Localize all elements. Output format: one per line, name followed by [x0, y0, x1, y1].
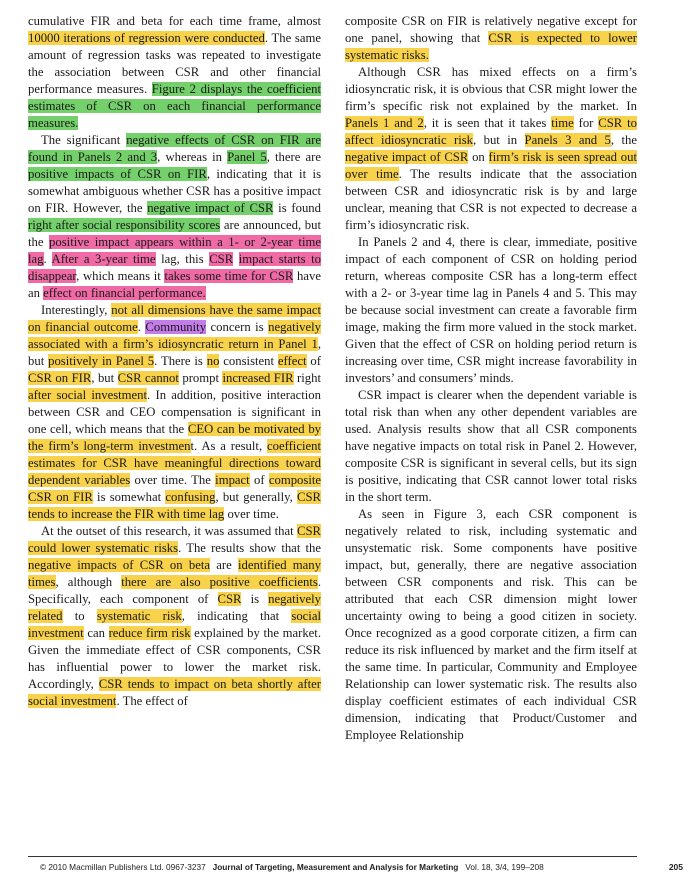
highlighted-text: CSR is expected to lower systematic risks. — [345, 31, 637, 62]
body-text: . — [43, 252, 52, 266]
body-text: concern is — [206, 320, 269, 334]
body-text: , which means it — [76, 269, 165, 283]
body-text: , although — [55, 575, 122, 589]
body-text — [233, 252, 239, 266]
body-text: cumulative FIR and beta for each time frame, almost — [28, 14, 321, 28]
body-text: lag, this — [155, 252, 210, 266]
highlighted-text: positive impacts of CSR on FIR — [28, 167, 207, 181]
highlighted-text: no — [206, 354, 220, 368]
body-text: t. As a result, — [190, 439, 267, 453]
body-text: In Panels 2 and 4, there is clear, immediate, positive impact of each component of CSR on holding period return, whereas composite CSR has a long-term effect with a 2- or 3-year time lag in Panels 4 and 5. This may be because social investment can create a favorable firm image, making the firm more valued in the stock market. Given that the effect of CSR on holding period return is increasing over time, CSR might increase favorability in investors’ and consumers’ minds. — [345, 235, 637, 385]
body-text: . The effect of — [116, 694, 188, 708]
highlighted-text: Panels 3 and 5 — [524, 133, 611, 147]
body-text: The significant — [41, 133, 127, 147]
body-text: . Specifically, each component of — [28, 575, 321, 606]
highlighted-text: negative effects of CSR on FIR are found in Panels 2 and 3 — [28, 133, 321, 164]
body-text: have an — [28, 269, 321, 300]
body-text: prompt — [178, 371, 223, 385]
body-text: of — [249, 473, 269, 487]
highlighted-text: negative impact of CSR — [147, 201, 274, 215]
highlighted-text: right after social responsibility scores — [28, 218, 221, 232]
highlighted-text: time — [551, 116, 574, 130]
highlighted-text: coefficient estimates for CSR have meaningful directions toward dependent variables — [28, 439, 321, 487]
body-text: . — [137, 320, 146, 334]
highlighted-text: After a 3-year time — [51, 252, 156, 266]
body-text: . The results show that the — [178, 541, 321, 555]
highlighted-text: CSR — [217, 592, 242, 606]
paragraph — [28, 302, 321, 523]
highlighted-text: Panel 5 — [227, 150, 267, 164]
body-text: can — [83, 626, 109, 640]
body-text: on — [468, 150, 489, 164]
body-text: is somewhat — [92, 490, 166, 504]
body-text: , whereas in — [157, 150, 228, 164]
highlighted-text: identified many times — [28, 558, 321, 589]
body-text: , it is seen that it takes — [423, 116, 552, 130]
body-text: over time. — [224, 507, 279, 521]
footer-volume: Vol. 18, 3/4, 199–208 — [465, 862, 544, 872]
body-text: . There is — [154, 354, 207, 368]
highlighted-text: takes some time for CSR — [164, 269, 294, 283]
highlighted-text: social investment — [28, 609, 321, 640]
highlighted-text: composite CSR on FIR — [28, 473, 322, 504]
highlighted-text: Figure 2 displays the coefficient estimates of CSR on each financial performance measures. — [28, 82, 321, 130]
highlighted-text: CSR tends to increase the FIR with time lag — [28, 490, 321, 521]
footer-divider — [28, 856, 637, 857]
body-text: right — [293, 371, 321, 385]
paragraph — [28, 132, 321, 302]
paragraph — [345, 506, 637, 744]
paragraph — [28, 13, 321, 132]
highlighted-text: effect on financial performance. — [43, 286, 206, 300]
body-text: is found — [273, 201, 321, 215]
body-text: , indicating that — [181, 609, 292, 623]
body-text: of — [306, 354, 321, 368]
highlighted-text: Community — [145, 320, 207, 334]
body-text: consistent — [219, 354, 278, 368]
body-text: CSR impact is clearer when the dependent variable is total risk than when any other dependent variables are used. Analysis results show that all CSR components have negative impacts on total risk in Panel 2. However, composite CSR is significant in several cells, but its sign is positive, indicating that CSR cannot lower total risks in the short term. — [345, 388, 637, 504]
highlighted-text: CSR cannot — [117, 371, 179, 385]
paragraph — [28, 523, 321, 710]
highlighted-text: CEO can be motivated by the firm’s long-term investmen — [28, 422, 322, 453]
body-text: to — [62, 609, 97, 623]
right-text-column — [345, 13, 637, 744]
highlighted-text: systematic risk — [96, 609, 182, 623]
highlighted-text: positively in Panel 5 — [48, 354, 155, 368]
highlighted-text: CSR to affect idiosyncratic risk — [345, 116, 637, 147]
highlighted-text: increased FIR — [222, 371, 294, 385]
page-number: 205 — [668, 862, 683, 872]
highlighted-text: CSR on FIR — [28, 371, 92, 385]
body-text: Although CSR has mixed effects on a firm’s idiosyncratic risk, it is obvious that CSR might lower the firm’s specific risk not explained by the market. In — [345, 65, 637, 113]
highlighted-text: CSR — [209, 252, 234, 266]
highlighted-text: negatively related — [28, 592, 321, 623]
highlighted-text: effect — [277, 354, 307, 368]
body-text: , the — [610, 133, 637, 147]
body-text: are announced, but the — [28, 218, 321, 249]
paragraph — [345, 64, 637, 234]
highlighted-text: impact — [215, 473, 250, 487]
highlighted-text: negative impacts of CSR on beta — [28, 558, 210, 572]
highlighted-text: CSR could lower systematic risks — [28, 524, 321, 555]
paragraph — [345, 387, 637, 506]
highlighted-text: after social investment — [28, 388, 148, 402]
body-text: , but in — [473, 133, 525, 147]
highlighted-text: negatively associated with a firm’s idiosyncratic return in Panel 1 — [28, 320, 321, 351]
paragraph — [345, 234, 637, 387]
highlighted-text: not all dimensions have the same impact on financial outcome — [28, 303, 321, 334]
body-text: for — [573, 116, 599, 130]
body-text: composite CSR on FIR is relatively negative except for one panel, showing that — [345, 14, 637, 45]
page-footer — [40, 862, 637, 872]
highlighted-text: Panels 1 and 2 — [345, 116, 424, 130]
highlighted-text: confusing — [165, 490, 216, 504]
body-text: is — [241, 592, 269, 606]
footer-journal-title: Journal of Targeting, Measurement and Analysis for Marketing — [212, 862, 459, 872]
body-text: , but — [28, 337, 321, 368]
body-text: . The same amount of regression tasks was repeated to investigate the association between CSR and other financial performance measures. — [28, 31, 321, 96]
highlighted-text: negative impact of CSR — [345, 150, 469, 164]
highlighted-text: CSR tends to impact on beta shortly after social investment — [28, 677, 321, 708]
body-text: are — [209, 558, 238, 572]
body-text: , indicating that it is somewhat ambiguous whether CSR has a positive impact on FIR. However, the — [28, 167, 322, 215]
paragraph — [345, 13, 637, 64]
body-text: , but — [91, 371, 118, 385]
body-text: As seen in Figure 3, each CSR component is negatively related to risk, including systematic and unsystematic risk. Some components have positive impact, but, generally, there are negative association between CSR components and risk. This can be attributed that each CSR dimension might lower uncertainty owing to being a good citizen in society. Once recognized as a good corporate citizen, a firm can reduce its risk influenced by market and the firm itself at the same time. In particular, Community and Employee Relationship can lower systematic risk. The results also display coefficient estimates of each individual CSR dimension, indicating that Product/Customer and Employee Relationship — [345, 507, 637, 742]
footer-copyright: © 2010 Macmillan Publishers Ltd. 0967-3237 — [40, 862, 206, 872]
highlighted-text: firm’s risk is seen spread out over time — [345, 150, 637, 181]
body-text: , there are — [266, 150, 321, 164]
highlighted-text: impact starts to disappear — [28, 252, 321, 283]
body-text: . The results indicate that the association between CSR and idiosyncratic risk is by and large unclear, meaning that CSR is not expected to decrease a firm’s idiosyncratic risk. — [345, 167, 637, 232]
body-text: , but generally, — [215, 490, 298, 504]
left-text-column — [28, 13, 321, 710]
highlighted-text: 10000 iterations of regression were conducted — [28, 31, 265, 45]
body-text: . In addition, positive interaction between CSR and CEO compensation is significant in one cell, which means that the — [28, 388, 321, 436]
body-text: At the outset of this research, it was assumed that — [41, 524, 298, 538]
body-text: Interestingly, — [41, 303, 112, 317]
highlighted-text: reduce firm risk — [108, 626, 191, 640]
body-text: explained by the market. Given the immediate effect of CSR components, CSR has influential power to lower the market risk. Accordingly, — [28, 626, 322, 691]
highlighted-text: positive impact appears within a 1- or 2-year time lag — [28, 235, 321, 266]
body-text: over time. The — [130, 473, 216, 487]
highlighted-text: there are also positive coefficients — [121, 575, 318, 589]
